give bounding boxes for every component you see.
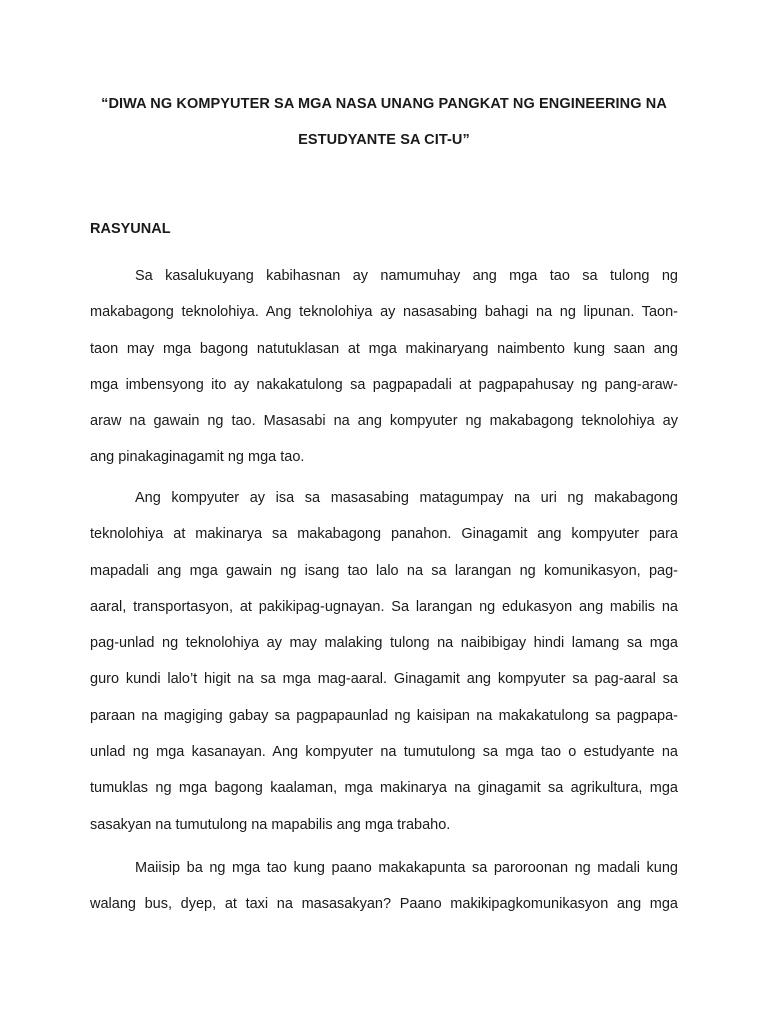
paragraph-line: makabagong teknolohiya. Ang teknolohiya ay nasasabing bahagi na ng lipunan. Taon- <box>90 304 678 321</box>
paragraph-line: Maiisip ba ng mga tao kung paano makakapunta sa paroroonan ng madali kung <box>135 860 678 876</box>
paragraph-line: guro kundi lalo’t higit na sa mga mag-aaral. Ginagamit ang kompyuter sa pag-aaral sa <box>90 671 678 688</box>
paragraph-line: ang pinakaginagamit ng mga tao. <box>90 449 305 466</box>
paragraph-line: unlad ng mga kasanayan. Ang kompyuter na tumutulong sa mga tao o estudyante na <box>90 744 678 761</box>
paragraph-line: sasakyan na tumutulong na mapabilis ang mga trabaho. <box>90 816 451 833</box>
paragraph-line: tumuklas ng mga bagong kaalaman, mga makinarya na ginagamit sa agrikultura, mga <box>90 780 678 797</box>
title-line-2: ESTUDYANTE SA CIT-U” <box>298 132 470 148</box>
paragraph-line: Sa kasalukuyang kabihasnan ay namumuhay ang mga tao sa tulong ng <box>135 268 678 284</box>
document-title <box>60 86 708 158</box>
paragraph-line: aaral, transportasyon, at pakikipag-ugnayan. Sa larangan ng edukasyon ang mabilis na <box>90 598 678 615</box>
paragraph-line: araw na gawain ng tao. Masasabi na ang kompyuter ng makabagong teknolohiya ay <box>90 413 678 430</box>
paragraph-line: taon may mga bagong natutuklasan at mga makinaryang naimbento kung saan ang <box>90 340 678 357</box>
paragraph-line: mga imbensyong ito ay nakakatulong sa pagpapadali at pagpapahusay ng pang-araw- <box>90 376 678 393</box>
paragraph-line: walang bus, dyep, at taxi na masasakyan? Paano makikipagkomunikasyon ang mga <box>90 896 678 913</box>
paragraph-line: teknolohiya at makinarya sa makabagong panahon. Ginagamit ang kompyuter para <box>90 526 678 543</box>
paragraph-2 <box>90 480 678 843</box>
title-line-1: “DIWA NG KOMPYUTER SA MGA NASA UNANG PANGKAT NG ENGINEERING NA <box>101 96 667 112</box>
paragraph-3 <box>90 850 678 923</box>
section-heading: RASYUNAL <box>90 221 171 237</box>
paragraph-line: pag-unlad ng teknolohiya ay may malaking tulong na naibibigay hindi lamang sa mga <box>90 635 678 652</box>
paragraph-1 <box>90 258 678 476</box>
paragraph-line: paraan na magiging gabay sa pagpapaunlad ng kaisipan na makakatulong sa pagpapa- <box>90 707 678 724</box>
paragraph-line: mapadali ang mga gawain ng isang tao lalo na sa larangan ng komunikasyon, pag- <box>90 562 678 579</box>
paragraph-line: Ang kompyuter ay isa sa masasabing matagumpay na uri ng makabagong <box>135 490 678 506</box>
